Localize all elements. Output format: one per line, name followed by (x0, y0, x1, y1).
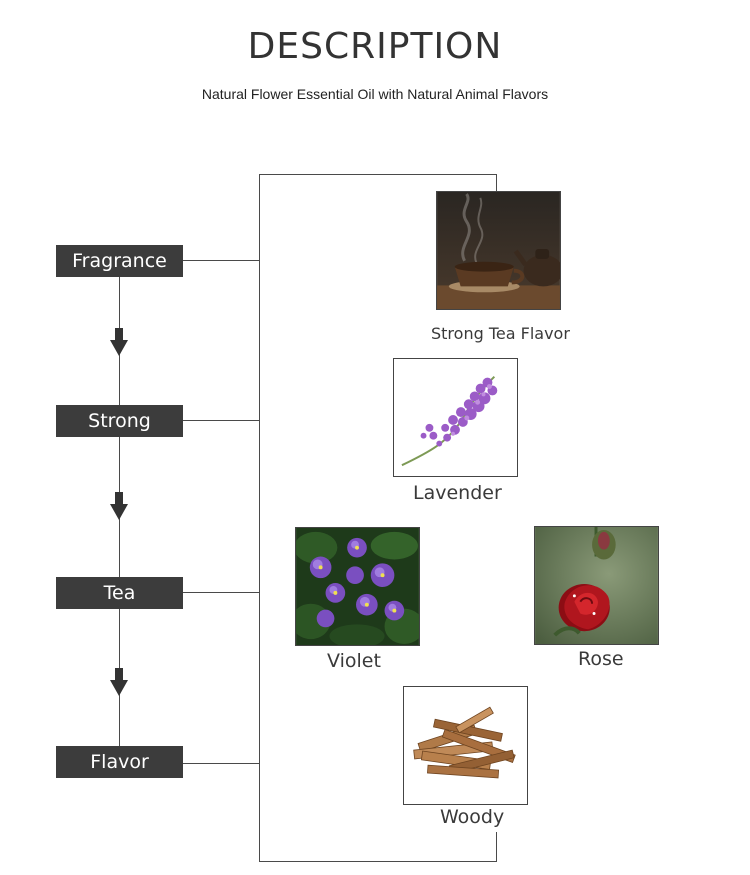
sandalwood-photo (403, 686, 528, 805)
page-subtitle: Natural Flower Essential Oil with Natural Animal Flavors (201, 86, 549, 102)
step-fragrance: Fragrance (56, 245, 183, 277)
caption-woody: Woody (440, 806, 505, 828)
caption-strong-tea-flavor: Strong Tea Flavor (431, 324, 570, 343)
caption-lavender: Lavender (413, 482, 502, 504)
step-flavor: Flavor (56, 746, 183, 778)
down-arrow-icon (110, 668, 128, 696)
bracket-top (259, 174, 497, 175)
violet-photo (295, 527, 420, 646)
connector-fragrance (183, 260, 260, 261)
bracket-top-tick (496, 174, 497, 191)
caption-rose: Rose (578, 648, 624, 670)
bracket-bottom-tick (496, 832, 497, 862)
page-title: DESCRIPTION (247, 26, 503, 67)
rose-photo (534, 526, 659, 645)
down-arrow-icon (110, 328, 128, 356)
tea-cup-photo (436, 191, 561, 310)
connector-flavor (183, 763, 260, 764)
bracket-vertical (259, 174, 260, 862)
caption-violet: Violet (327, 650, 381, 672)
connector-strong (183, 420, 260, 421)
connector-tea (183, 592, 260, 593)
bracket-bottom (259, 861, 497, 862)
lavender-photo (393, 358, 518, 477)
step-strong: Strong (56, 405, 183, 437)
step-tea: Tea (56, 577, 183, 609)
down-arrow-icon (110, 492, 128, 520)
